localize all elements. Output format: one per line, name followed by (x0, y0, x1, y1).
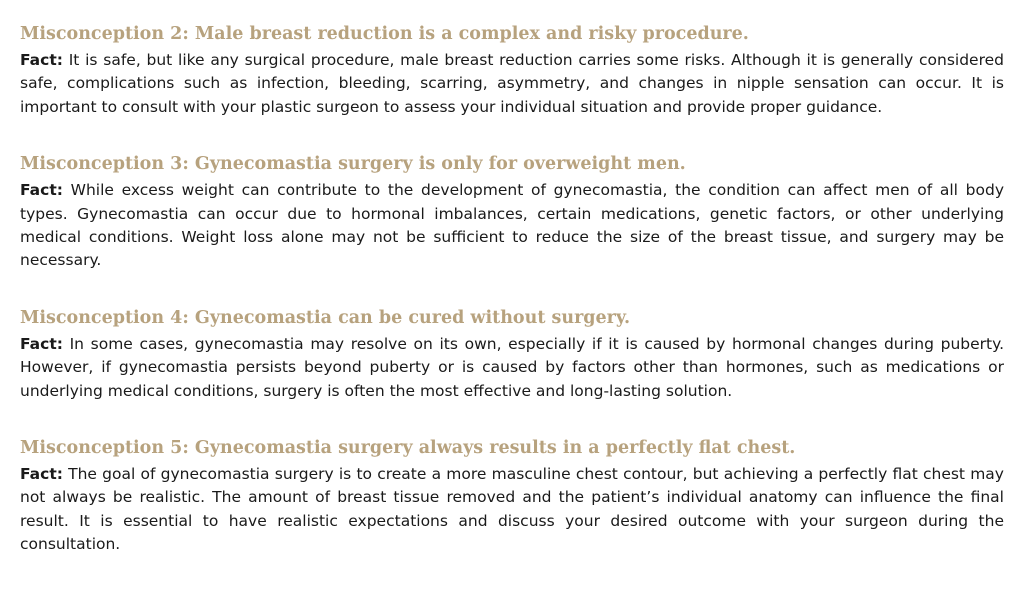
misconception-heading: Misconception 5: Gynecomastia surgery always results in a perfectly flat chest. (20, 438, 796, 459)
fact-text: It is safe, but like any surgical procedure, male breast reduction carries some risks. Although it is generally considered safe, complications such as infection, bleeding, scarring, asymmetry, and changes in nipple sensation can occur. It is important to consult with your plastic surgeon to assess your individual situation and provide proper guidance. (20, 51, 1004, 116)
fact-paragraph (20, 179, 1004, 273)
fact-text: While excess weight can contribute to the development of gynecomastia, the condition can affect men of all body types. Gynecomastia can occur due to hormonal imbalances, certain medications, genetic factors, or other underlying medical conditions. Weight loss alone may not be sufficient to reduce the size of the breast tissue, and surgery may be necessary. (20, 181, 1004, 270)
fact-label: Fact: (20, 465, 63, 484)
fact-label: Fact: (20, 181, 63, 200)
document-page (20, 22, 1004, 590)
misconception-2-section (20, 22, 1004, 119)
fact-label: Fact: (20, 51, 63, 69)
misconception-5-section (20, 436, 1004, 557)
misconception-4-section (20, 306, 1004, 403)
fact-label: Fact: (20, 334, 63, 353)
fact-paragraph (20, 463, 1004, 557)
misconception-heading: Misconception 2: Male breast reduction is a complex and risky procedure. (20, 24, 749, 44)
fact-text: In some cases, gynecomastia may resolve on its own, especially if it is caused by hormonal changes during puberty. However, if gynecomastia persists beyond puberty or is caused by factors other than hormones, such as medications or underlying medical conditions, surgery is often the most effective and long-lasting solution. (20, 334, 1004, 400)
misconception-heading: Misconception 4: Gynecomastia can be cured without surgery. (20, 307, 631, 328)
misconception-heading: Misconception 3: Gynecomastia surgery is only for overweight men. (20, 154, 686, 175)
misconception-3-section (20, 152, 1004, 273)
fact-text: The goal of gynecomastia surgery is to create a more masculine chest contour, but achieving a perfectly flat chest may not always be realistic. The amount of breast tissue removed and the patient’s individual anatomy can influence the final result. It is essential to have realistic expectations and discuss your desired outcome with your surgeon during the consultation. (20, 465, 1004, 554)
fact-paragraph (20, 333, 1004, 403)
fact-paragraph (20, 49, 1004, 119)
